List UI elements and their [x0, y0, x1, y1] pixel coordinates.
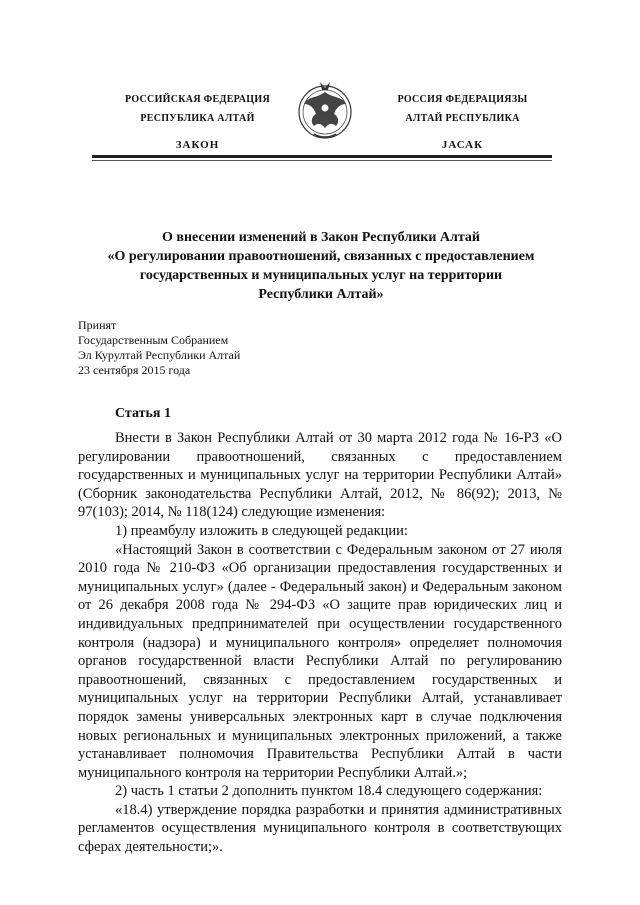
article-paragraph: Внести в Закон Республики Алтай от 30 марта 2012 года № 16-РЗ «О регулировании правоотношений, связанных с предоставлением государственных и муниципальных услуг на территории Республики Алтай» (Сборник законодательства Республики Алтай, 2012, № 86(92); 2013, № 97(103); 2014, № 118(124) следующие изменения: — [78, 430, 562, 521]
law-title-line: О внесении изменений в Закон Республики Алтай — [162, 230, 480, 245]
law-title-line: Республики Алтай» — [258, 287, 384, 302]
article-paragraph: 2) часть 1 статьи 2 дополнить пунктом 18.4 следующего содержания: — [115, 783, 543, 800]
header-left-block — [110, 90, 285, 155]
article-heading: Статья 1 — [115, 406, 171, 421]
law-title-line: «О регулировании правоотношений, связанных с предоставлением — [107, 249, 535, 264]
header-divider-thin — [92, 160, 552, 161]
header-right-country: РОССИЯ ФЕДЕРАЦИЯЗЫ — [397, 94, 528, 105]
adoption-line: Принят — [78, 318, 117, 332]
adoption-line: Государственным Собранием — [78, 333, 229, 347]
header-right-republic: АЛТАЙ РЕСПУБЛИКА — [405, 113, 520, 124]
law-title-line: государственных и муниципальных услуг на территории — [139, 268, 503, 283]
header-left-republic: РЕСПУБЛИКА АЛТАЙ — [140, 113, 255, 124]
article-paragraph: «18.4) утверждение порядка разработки и принятия административных регламентов осуществления муниципального контроля в соответствующих сферах деятельности;». — [78, 801, 562, 856]
law-title — [90, 228, 552, 304]
article-paragraph: 1) преамбулу изложить в следующей редакции: — [115, 522, 408, 539]
adoption-date: 23 сентября 2015 года — [78, 363, 191, 377]
header-left-law-word: ЗАКОН — [175, 139, 220, 151]
article-paragraph: «Настоящий Закон в соответствии с Федеральным законом от 27 июля 2010 года № 210-ФЗ «Об организации предоставления государственных и муниципальных услуг» (далее - Федеральный закон) и Федеральным законом от 26 декабря 2008 года № 294-ФЗ «О защите прав юридических лиц и индивидуальных предпринимателей при осуществлении государственного контроля (надзора) и муниципального контроля» определяет полномочия органов государственной власти Республики Алтай по регулированию правоотношений, связанных с предоставлением государственных и муниципальных услуг на территории Республики Алтай, устанавливает порядок замены универсальных электронных карт в случае подключения новых региональных и муниципальных электронных приложений, а также устанавливает полномочия Правительства Республики Алтай в части муниципального контроля на территории Республики Алтай.»; — [78, 541, 562, 781]
adoption-info — [78, 318, 240, 378]
header-right-block — [375, 90, 550, 155]
header-divider-thick — [92, 155, 552, 158]
header-right-law-word: JАСАК — [441, 139, 484, 151]
article-body — [78, 429, 562, 857]
coat-of-arms-emblem — [296, 78, 354, 144]
adoption-line: Эл Курултай Республики Алтай — [78, 348, 241, 362]
header-left-country: РОССИЙСКАЯ ФЕДЕРАЦИЯ — [124, 94, 270, 105]
